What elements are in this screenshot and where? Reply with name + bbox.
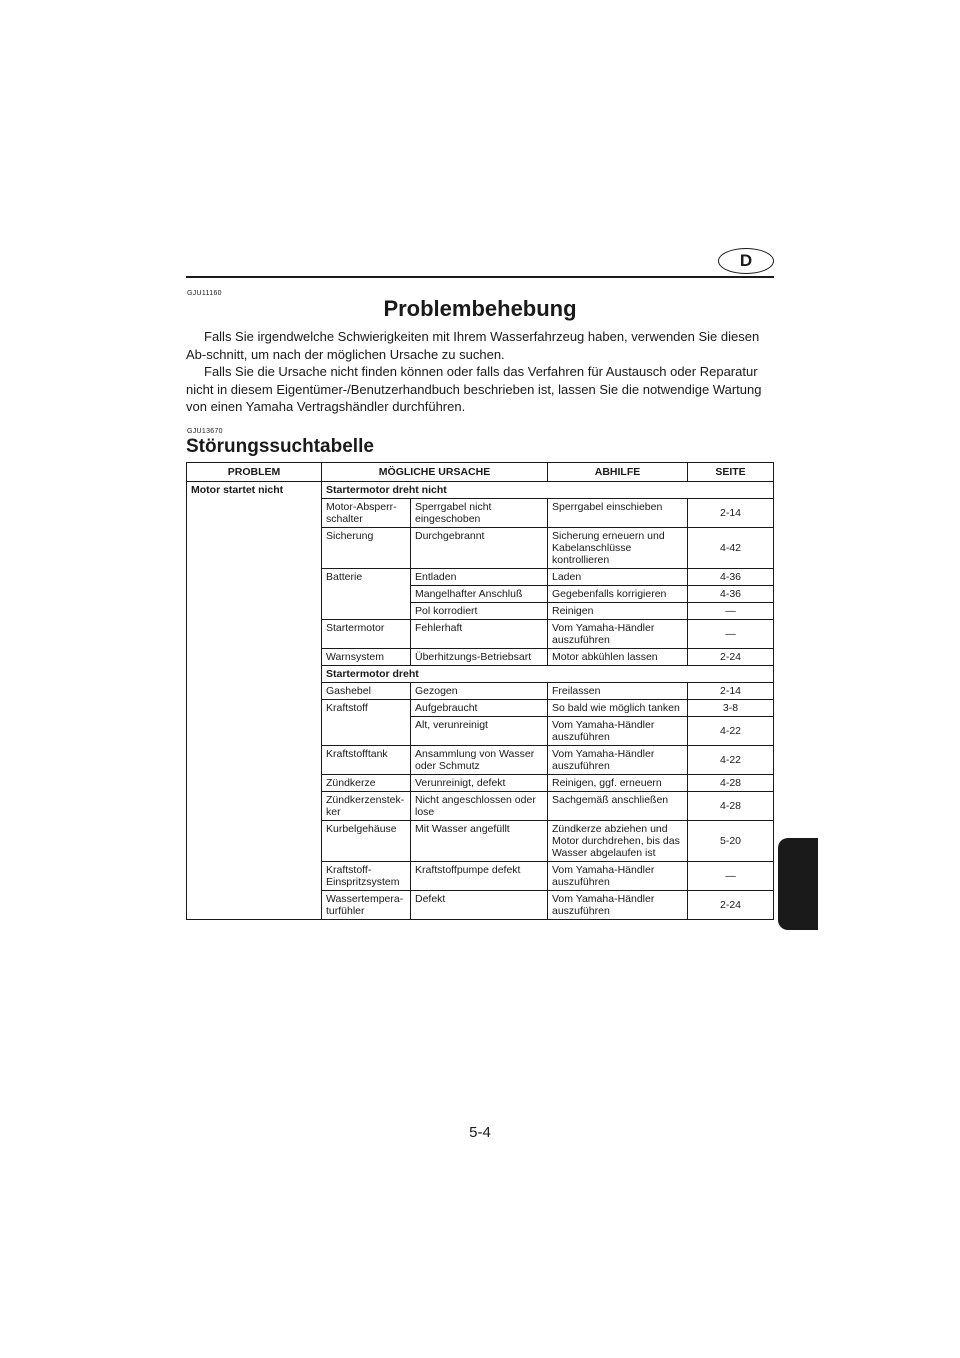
cause-cell: Sperrgabel nicht eingeschoben	[411, 499, 548, 528]
remedy-cell: Vom Yamaha-Händler auszuführen	[548, 717, 688, 746]
page-ref-cell: —	[688, 862, 774, 891]
page-ref-cell: 4-28	[688, 775, 774, 792]
component-cell: Sicherung	[322, 528, 411, 569]
component-cell: Kraftstoff-Einspritzsystem	[322, 862, 411, 891]
component-cell: Wassertempera-turfühler	[322, 891, 411, 920]
page-ref-cell: 4-36	[688, 586, 774, 603]
remedy-cell: So bald wie möglich tanken	[548, 700, 688, 717]
remedy-cell: Reinigen, ggf. erneuern	[548, 775, 688, 792]
remedy-cell: Zündkerze abziehen und Motor durchdrehen, bis das Wasser abgelaufen ist	[548, 821, 688, 862]
troubleshooting-table	[186, 462, 774, 920]
page-ref-cell: 3-8	[688, 700, 774, 717]
page-number: 5-4	[469, 1124, 491, 1141]
component-cell: Kurbelgehäuse	[322, 821, 411, 862]
remedy-cell: Sicherung erneuern und Kabelanschlüsse kontrollieren	[548, 528, 688, 569]
page-ref-cell: 2-24	[688, 891, 774, 920]
cause-cell: Pol korrodiert	[411, 603, 548, 620]
remedy-cell: Reinigen	[548, 603, 688, 620]
cause-cell: Kraftstoffpumpe defekt	[411, 862, 548, 891]
language-badge: D	[718, 248, 774, 274]
cause-cell: Durchgebrannt	[411, 528, 548, 569]
page-ref-cell: 2-24	[688, 649, 774, 666]
remedy-cell: Sachgemäß anschließen	[548, 792, 688, 821]
header-cause: MÖGLICHE URSACHE	[322, 463, 548, 482]
page-ref-cell: 2-14	[688, 683, 774, 700]
component-cell: Kraftstofftank	[322, 746, 411, 775]
remedy-cell: Laden	[548, 569, 688, 586]
page-ref-cell: 4-22	[688, 746, 774, 775]
cause-cell: Alt, verunreinigt	[411, 717, 548, 746]
page-ref-cell: 4-22	[688, 717, 774, 746]
component-cell: Gashebel	[322, 683, 411, 700]
cause-cell: Fehlerhaft	[411, 620, 548, 649]
intro-paragraph: Falls Sie irgendwelche Schwierigkeiten mit Ihrem Wasserfahrzeug haben, verwenden Sie diesen Ab-schnitt, um nach der möglichen Ursache zu suchen.	[186, 329, 760, 362]
cause-cell: Mit Wasser angefüllt	[411, 821, 548, 862]
page-ref-cell: —	[688, 620, 774, 649]
cause-cell: Aufgebraucht	[411, 700, 548, 717]
remedy-cell: Motor abkühlen lassen	[548, 649, 688, 666]
page-ref-cell: —	[688, 603, 774, 620]
page-ref-cell: 4-36	[688, 569, 774, 586]
table-header-row	[187, 463, 774, 482]
remedy-cell: Vom Yamaha-Händler auszuführen	[548, 746, 688, 775]
component-cell: Startermotor	[322, 620, 411, 649]
section-code: GJU11160	[187, 290, 222, 297]
component-cell: Batterie	[322, 569, 411, 620]
remedy-cell: Vom Yamaha-Händler auszuführen	[548, 862, 688, 891]
page-ref-cell: 2-14	[688, 499, 774, 528]
component-cell: Warnsystem	[322, 649, 411, 666]
component-cell: Motor-Absperr-schalter	[322, 499, 411, 528]
header-remedy: ABHILFE	[548, 463, 688, 482]
cause-cell: Defekt	[411, 891, 548, 920]
cause-cell: Entladen	[411, 569, 548, 586]
remedy-cell: Vom Yamaha-Händler auszuführen	[548, 620, 688, 649]
cause-cell: Nicht angeschlossen oder lose	[411, 792, 548, 821]
remedy-cell: Sperrgabel einschieben	[548, 499, 688, 528]
remedy-cell: Vom Yamaha-Händler auszuführen	[548, 891, 688, 920]
cause-cell: Verunreinigt, defekt	[411, 775, 548, 792]
component-cell: Zündkerze	[322, 775, 411, 792]
page-ref-cell: 4-28	[688, 792, 774, 821]
cause-cell: Gezogen	[411, 683, 548, 700]
cause-cell: Ansammlung von Wasser oder Schmutz	[411, 746, 548, 775]
cause-cell: Mangelhafter Anschluß	[411, 586, 548, 603]
intro-paragraph: Falls Sie die Ursache nicht finden können oder falls das Verfahren für Austausch oder Reparatur nicht in diesem Eigentümer-/Benutzerhandbuch beschrieben ist, lassen Sie die notwendige Wartung von einen Yamaha Vertragshändler durchführen.	[186, 364, 762, 414]
remedy-cell: Freilassen	[548, 683, 688, 700]
page-ref-cell: 5-20	[688, 821, 774, 862]
component-cell: Kraftstoff	[322, 700, 411, 746]
table-row	[187, 482, 774, 499]
table-title: Störungssuchtabelle	[186, 436, 374, 457]
group-heading: Startermotor dreht	[322, 666, 774, 683]
remedy-cell: Gegebenfalls korrigieren	[548, 586, 688, 603]
header-rule	[186, 276, 774, 278]
page-ref-cell: 4-42	[688, 528, 774, 569]
header-problem: PROBLEM	[187, 463, 322, 482]
header-page: SEITE	[688, 463, 774, 482]
cause-cell: Überhitzungs-Betriebsart	[411, 649, 548, 666]
component-cell: Zündkerzenstek-ker	[322, 792, 411, 821]
group-heading: Startermotor dreht nicht	[322, 482, 774, 499]
chapter-tab	[778, 838, 818, 930]
intro-text	[186, 328, 774, 416]
page-title: Problembehebung	[383, 296, 577, 321]
subsection-code: GJU13670	[187, 428, 223, 435]
problem-cell: Motor startet nicht	[187, 482, 322, 920]
